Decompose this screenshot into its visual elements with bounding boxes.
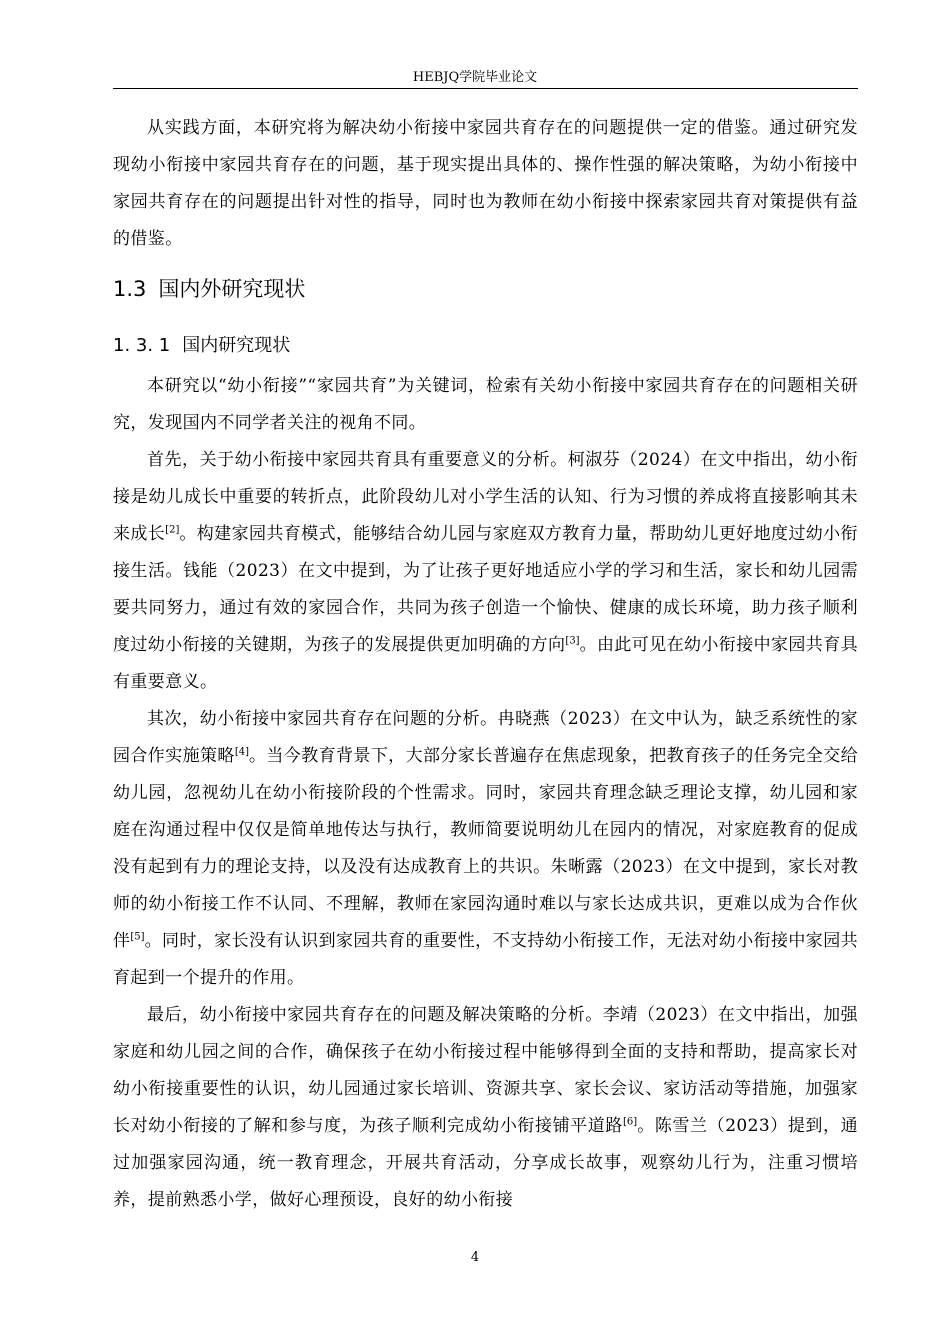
subsection-title: 国内研究现状	[182, 335, 291, 356]
citation-mark: [4]	[234, 746, 249, 758]
subsection-number: 1. 3. 1	[113, 335, 171, 356]
paragraph-text: 首先，关于幼小衔接中家园共育具有重要意义的分析。柯淑芬（2024）在文中指出，幼小衔接是幼儿成长中重要的转折点，此阶段幼儿对小学生活的认知、行为习惯的养成将直接影响其未来成长	[113, 450, 858, 544]
paragraph-text: 。当今教育背景下，大部分家长普遍存在焦虑现象，把教育孩子的任务完全交给幼儿园，忽视幼儿在幼小衔接阶段的个性需求。同时，家园共育理念缺乏理论支撑，幼儿园和家庭在沟通过程中仅仅是简单地传达与执行，教师简要说明幼儿在园内的情况，对家庭教育的促成没有起到有力的理论支持，以及没有达成教育上的共识。朱晰露（2023）在文中提到，家长对教师的幼小衔接工作不认同、不理解，教师在家园沟通时难以与家长达成共识，更难以成为合作伙伴	[113, 746, 858, 951]
paragraph-text: 。同时，家长没有认识到家园共育的重要性，不支持幼小衔接工作，无法对幼小衔接中家园共育起到一个提升的作用。	[113, 931, 858, 988]
paragraph-text: 本研究以“幼小衔接”“家园共育”为关键词，检索有关幼小衔接中家园共育存在的问题相关研究，发现国内不同学者关注的视角不同。	[113, 376, 858, 433]
page-number: 4	[470, 1250, 480, 1265]
citation-mark: [6]	[622, 1116, 638, 1128]
section-heading	[113, 274, 858, 304]
paragraph-significance-analysis	[113, 442, 858, 701]
citation-mark: [3]	[565, 635, 580, 647]
paragraph-problem-analysis	[113, 701, 858, 997]
section-number: 1.3	[113, 277, 147, 301]
header-rule	[113, 88, 858, 89]
paragraph-research-intro	[113, 368, 858, 442]
running-header: HEBJQ学院毕业论文	[412, 70, 538, 85]
subsection-heading	[113, 332, 858, 360]
paragraph-text: 从实践方面，本研究将为解决幼小衔接中家园共育存在的问题提供一定的借鉴。通过研究发现幼小衔接中家园共育存在的问题，基于现实提出具体的、操作性强的解决策略，为幼小衔接中家园共育存在的问题提出针对性的指导，同时也为教师在幼小衔接中探索家园共育对策提供有益的借鉴。	[113, 118, 858, 249]
paragraph-strategy-analysis	[113, 997, 858, 1219]
paragraph-text: 。由此可见在幼小衔接中家园共育具有重要意义。	[113, 635, 858, 692]
paragraph-text: 最后，幼小衔接中家园共育存在的问题及解决策略的分析。李靖（2023）在文中指出，加强家庭和幼儿园之间的合作，确保孩子在幼小衔接过程中能够得到全面的支持和帮助，提高家长对幼小衔接重要性的认识，幼儿园通过家长培训、资源共享、家长会议、家访活动等措施，加强家长对幼小衔接的了解和参与度，为孩子顺利完成幼小衔接铺平道路	[113, 1005, 858, 1136]
paragraph-text: 其次，幼小衔接中家园共育存在问题的分析。冉晓燕（2023）在文中认为，缺乏系统性的家园合作实施策略	[113, 709, 858, 766]
citation-mark: [5]	[130, 931, 145, 943]
document-body	[113, 110, 858, 1219]
paragraph-text: 。构建家园共育模式，能够结合幼儿园与家庭双方教育力量，帮助幼儿更好地度过幼小衔接生活。钱能（2023）在文中提到，为了让孩子更好地适应小学的学习和生活，家长和幼儿园需要共同努力，通过有效的家园合作，共同为孩子创造一个愉快、健康的成长环境，助力孩子顺利度过幼小衔接的关键期，为孩子的发展提供更加明确的方向	[113, 524, 858, 655]
paragraph-practical-significance	[113, 110, 858, 258]
citation-mark: [2]	[165, 524, 180, 536]
paragraph-text: 。陈雪兰（2023）提到，通过加强家园沟通，统一教育理念，开展共育活动，分享成长故事，观察幼儿行为，注重习惯培养，提前熟悉小学，做好心理预设，良好的幼小衔接	[113, 1116, 858, 1210]
section-title: 国内外研究现状	[158, 277, 306, 301]
